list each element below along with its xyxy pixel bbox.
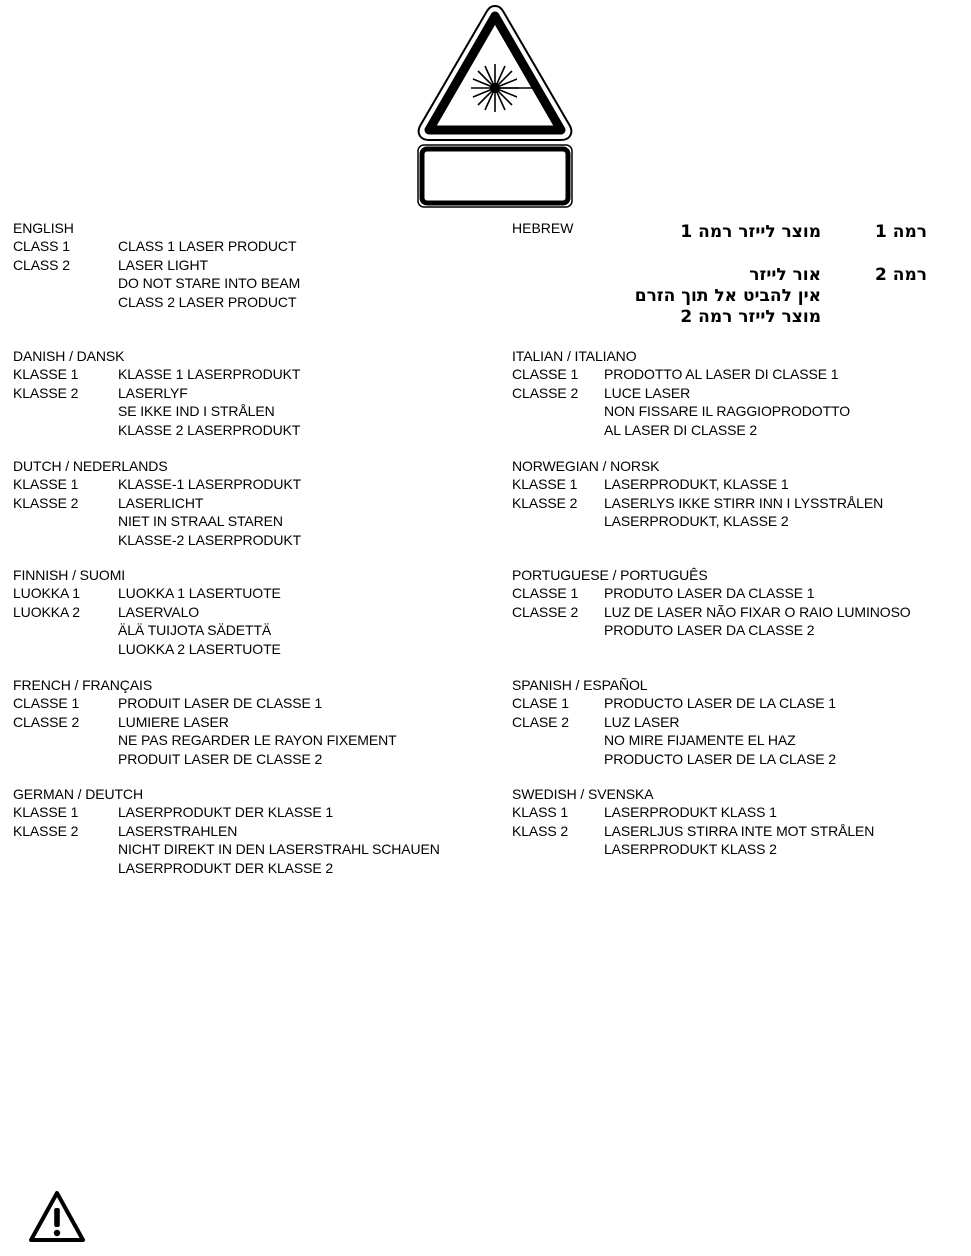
class-text: LUOKKA 1 LASERTUOTE (118, 585, 281, 602)
class-label: KLASSE 2 (512, 494, 578, 511)
class-text: LASERLYS IKKE STIRR INN I LYSSTRÅLEN (604, 494, 884, 511)
class-text: NO MIRE FIJAMENTE EL HAZ (604, 732, 796, 749)
class-row (512, 603, 911, 621)
section-spanish (512, 676, 836, 768)
class-text: PRODUIT LASER DE CLASSE 2 (118, 750, 323, 767)
class-label: LUOKKA 2 (13, 603, 80, 620)
class-text: CLASS 1 LASER PRODUCT (118, 238, 297, 255)
class-text: LASERPRODUKT DER KLASSE 2 (118, 859, 334, 876)
class-row (512, 822, 875, 840)
class-text: NIET IN STRAAL STAREN (118, 513, 283, 530)
class-label: CLASSE 2 (512, 603, 579, 620)
class-text: CLASS 2 LASER PRODUCT (118, 293, 297, 310)
class-text: LASERPRODUKT, KLASSE 1 (604, 476, 789, 493)
language-heading: DANISH / DANSK (13, 348, 125, 364)
section-portuguese (512, 566, 911, 640)
class-row (512, 584, 815, 602)
language-heading: FRENCH / FRANÇAIS (13, 677, 153, 693)
class-text: LASERPRODUKT, KLASSE 2 (604, 513, 789, 530)
class-label: CLASSE 1 (512, 585, 579, 602)
laser-warning-triangle-icon (414, 2, 576, 210)
class-row (512, 384, 691, 402)
class-text: LASERVALO (118, 603, 200, 620)
language-heading: HEBREW (512, 220, 574, 236)
hebrew-class1-label: רמה 1 (875, 222, 927, 242)
class-label: CLASSE 2 (13, 713, 80, 730)
class-row (13, 475, 302, 493)
class-text: LASERLJUS STIRRA INTE MOT STRÅLEN (604, 822, 875, 839)
section-dutch (13, 457, 302, 549)
class-label: KLASSE 2 (13, 384, 79, 401)
class-text: PRODUCTO LASER DE LA CLASE 1 (604, 695, 836, 712)
language-heading: NORWEGIAN / NORSK (512, 458, 660, 474)
class-text: ÄLÄ TUIJOTA SÄDETTÄ (118, 622, 272, 639)
class-row (512, 365, 839, 383)
class-text: LASERLICHT (118, 494, 204, 511)
class-row (13, 713, 229, 731)
class-text: PRODUIT LASER DE CLASSE 1 (118, 695, 323, 712)
class-label: KLASSE 2 (13, 822, 79, 839)
class-text: LUCE LASER (604, 384, 691, 401)
class-label: CLASE 1 (512, 695, 569, 712)
class-row (13, 822, 238, 840)
hebrew-line: אור לייזר (749, 265, 821, 285)
class-label: LUOKKA 1 (13, 585, 80, 602)
class-label: CLASS 1 (13, 238, 70, 255)
class-text: LUOKKA 2 LASERTUOTE (118, 640, 281, 657)
class-text: PRODUTO LASER DA CLASSE 2 (604, 622, 815, 639)
class-text: LASERPRODUKT KLASS 2 (604, 841, 777, 858)
class-label: CLASS 2 (13, 256, 70, 273)
section-french (13, 676, 397, 768)
section-norwegian (512, 457, 884, 531)
hebrew-class2-label: רמה 2 (875, 265, 927, 285)
class-text: PRODOTTO AL LASER DI CLASSE 1 (604, 366, 839, 383)
section-italian (512, 347, 851, 439)
section-swedish (512, 785, 875, 859)
class-text: NE PAS REGARDER LE RAYON FIXEMENT (118, 732, 397, 749)
class-row (13, 603, 200, 621)
class-label: KLASSE 1 (13, 366, 79, 383)
class-row (13, 365, 301, 383)
language-heading: ENGLISH (13, 220, 74, 236)
class-row (13, 584, 281, 602)
language-heading: DUTCH / NEDERLANDS (13, 458, 168, 474)
class-text: NON FISSARE IL RAGGIOPRODOTTO (604, 403, 851, 420)
class-row (512, 494, 884, 512)
section-finnish (13, 566, 281, 658)
class-label: KLASSE 1 (13, 804, 79, 821)
class-text: KLASSE-2 LASERPRODUKT (118, 531, 302, 548)
class-row (512, 475, 789, 493)
caution-triangle-icon (28, 1190, 86, 1244)
class-row (13, 694, 323, 712)
hebrew-line: מוצר לייזר רמה 2 (680, 307, 821, 327)
hebrew-class2-text (635, 265, 821, 328)
class-label: KLASS 1 (512, 804, 569, 821)
class-row (13, 494, 204, 512)
section-german (13, 785, 440, 877)
class-label: CLASE 2 (512, 713, 569, 730)
class-text: SE IKKE IND I STRÅLEN (118, 403, 275, 420)
class-row (13, 803, 334, 821)
class-text: LASERPRODUKT DER KLASSE 1 (118, 804, 334, 821)
class-row (512, 694, 836, 712)
hebrew-line: אין להביט אל תוך הזרם (634, 286, 821, 306)
language-heading: ITALIAN / ITALIANO (512, 348, 637, 364)
class-row (13, 384, 188, 402)
section-english (13, 219, 301, 311)
class-row (512, 713, 680, 731)
class-label: CLASSE 1 (512, 366, 579, 383)
class-text: LUZ LASER (604, 713, 680, 730)
language-heading: GERMAN / DEUTCH (13, 786, 143, 802)
class-text: LUZ DE LASER NÃO FIXAR O RAIO LUMINOSO (604, 603, 911, 620)
class-text: KLASSE 1 LASERPRODUKT (118, 366, 301, 383)
class-text: PRODUCTO LASER DE LA CLASE 2 (604, 750, 836, 767)
class-label: KLASSE 2 (13, 494, 79, 511)
class-label: KLASSE 1 (13, 476, 79, 493)
class-text: DO NOT STARE INTO BEAM (118, 275, 301, 292)
class-text: LUMIERE LASER (118, 713, 229, 730)
class-text: AL LASER DI CLASSE 2 (604, 421, 758, 438)
class-label: CLASSE 1 (13, 695, 80, 712)
class-label: CLASSE 2 (512, 384, 579, 401)
class-text: LASERPRODUKT KLASS 1 (604, 804, 777, 821)
class-row (13, 256, 208, 274)
class-text: LASERSTRAHLEN (118, 822, 238, 839)
hebrew-class1-text: מוצר לייזר רמה 1 (680, 222, 821, 242)
class-text: KLASSE-1 LASERPRODUKT (118, 476, 302, 493)
class-text: LASERLYF (118, 384, 188, 401)
language-heading: FINNISH / SUOMI (13, 567, 126, 583)
class-row (13, 237, 297, 255)
class-row (512, 803, 777, 821)
class-label: KLASS 2 (512, 822, 569, 839)
class-text: KLASSE 2 LASERPRODUKT (118, 421, 301, 438)
language-heading: PORTUGUESE / PORTUGUÊS (512, 567, 708, 583)
class-text: LASER LIGHT (118, 256, 208, 273)
language-heading: SPANISH / ESPAÑOL (512, 677, 648, 693)
language-heading: SWEDISH / SVENSKA (512, 786, 654, 802)
class-label: KLASSE 1 (512, 476, 578, 493)
class-text: PRODUTO LASER DA CLASSE 1 (604, 585, 815, 602)
section-danish (13, 347, 301, 439)
class-text: NICHT DIREKT IN DEN LASERSTRAHL SCHAUEN (118, 841, 440, 858)
